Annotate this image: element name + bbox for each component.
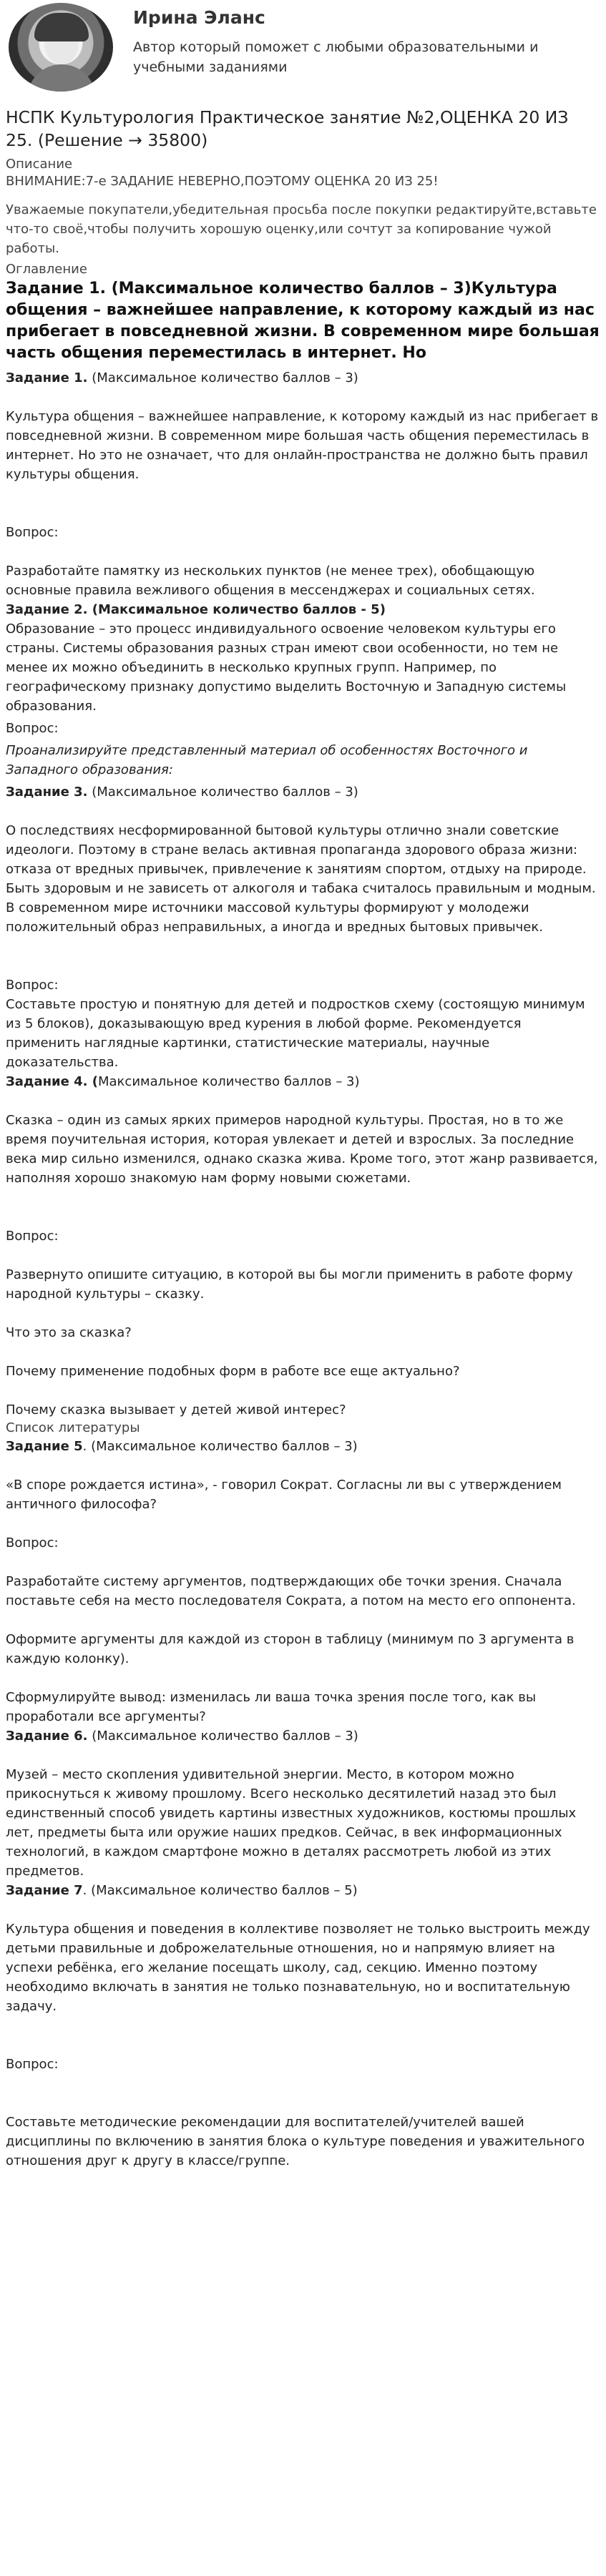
task7-heading-rest: . (Максимальное количество баллов – 5) <box>82 1883 358 1898</box>
task4-text: Сказка – один из самых ярких примеров народной культуры. Простая, но в то же время поучительная история, которая увлекает и детей и взрослых. За последние века мир сильно изменился, однако сказка жива. Кроме того, этот жанр развивается, наполняя хорошо знакомую нам форму новыми сюжетами. <box>6 1113 598 1186</box>
author-avatar[interactable] <box>9 3 113 92</box>
task4-heading-bold: Задание 4. ( <box>6 1074 98 1089</box>
task1-question-label: Вопрос: <box>6 525 59 540</box>
task6-heading-bold: Задание 6. <box>6 1729 88 1744</box>
literature-label: Список литературы <box>6 1420 140 1435</box>
description-label: Описание <box>6 157 73 172</box>
task2-text: Образование – это процесс индивидуального освоение человеком культуры его страны. Системы образования разных стран имеют свои особенности, но тем не менее их можно объединить в несколько крупных групп. Например, по географическому признаку допустимо выделить Восточную и Западную системы образования. <box>6 621 567 714</box>
task1-heading-bold: Задание 1. <box>6 370 88 385</box>
task4-question-3: Почему применение подобных форм в работе все еще актуально? <box>6 1364 460 1379</box>
task4-question-4: Почему сказка вызывает у детей живой интерес? <box>6 1402 346 1417</box>
task7-heading <box>6 1881 600 1900</box>
task1-text: Культура общения – важнейшее направление, к которому каждый из нас прибегает в повседневной жизни. В современном мире большая часть общения переместилась в интернет. Но это не означает, что для онлайн-пространства не должно быть правил культуры общения. <box>6 409 599 482</box>
task2-heading: Задание 2. (Максимальное количество баллов - 5) <box>6 602 386 617</box>
avatar-body-shape <box>27 64 96 92</box>
task1-question: Разработайте памятку из нескольких пунктов (не менее трех), обобщающую основные правила вежливого общения в мессенджерах и социальных сетях. <box>6 564 535 598</box>
task6-text: Музей – место скопления удивительной энергии. Место, в котором можно прикоснуться к живому прошлому. Всего несколько десятилетий назад это был единственный способ увидеть картины известных художников, костюмы прошлых лет, предметы быта или оружие наших предков. Сейчас, в век информационных технологий, в каждом смартфоне можно в деталях рассмотреть любой из этих предметов. <box>6 1767 577 1879</box>
author-description: Автор который поможет с любыми образовательными и учебными заданиями <box>133 39 539 75</box>
task5-heading <box>6 1437 600 1456</box>
task7-heading-bold: Задание 7 <box>6 1883 83 1898</box>
page-title: НСПК Культурология Практическое занятие №2,ОЦЕНКА 20 ИЗ 25. (Решение → 35800) <box>6 107 569 150</box>
warning-text: ВНИМАНИЕ:7-е ЗАДАНИЕ НЕВЕРНО,ПОЭТОМУ ОЦЕНКА 20 ИЗ 25! <box>6 174 439 189</box>
author-name[interactable]: Ирина Эланс <box>133 7 265 28</box>
task3-text: О последствиях несформированной бытовой культуры отлично знали советские идеологи. Поэтому в стране велась активная пропаганда здорового образа жизни: отказа от вредных привычек, привлечение к занятиям спортом, отдыху на природе. Быть здоровым и не зависеть от алкоголя и табака считалось правильным и модным. В современном мире источники массовой культуры формируют у молодежи положительный образ неправильных, а иногда и вредных бытовых привычек. <box>6 823 596 935</box>
task3-question: Составьте простую и понятную для детей и подростков схему (состоящую минимум из 5 блоков), доказывающую вред курения в любой форме. Рекомендуется применить наглядные картинки, статистические материалы, научные доказательства. <box>6 997 585 1070</box>
task3-question-label: Вопрос: <box>6 978 59 993</box>
task6-heading-rest: (Максимальное количество баллов – 3) <box>87 1729 358 1744</box>
task4-heading-rest: Максимальное количество баллов – 3) <box>98 1074 360 1089</box>
task3-heading-bold: Задание 3. <box>6 785 88 800</box>
task3-heading-rest: (Максимальное количество баллов – 3) <box>87 785 358 800</box>
task5-heading-bold: Задание 5 <box>6 1439 83 1454</box>
task5-text: «В споре рождается истина», - говорил Сократ. Согласны ли вы с утверждением античного философа? <box>6 1478 562 1512</box>
request-text: Уважаемые покупатели,убедительная просьба после покупки редактируйте,вставьте что-то своё,чтобы получить хорошую оценку,или сочтут за копирование чужой работы. <box>6 202 597 256</box>
task5-heading-rest: . (Максимальное количество баллов – 3) <box>82 1439 358 1454</box>
task2-question-label: Вопрос: <box>6 721 59 736</box>
task4-heading <box>6 1072 600 1091</box>
document-content <box>6 106 600 2171</box>
task7-question: Составьте методические рекомендации для воспитателей/учителей вашей дисциплины по включению в занятия блока о культуре поведения и уважительного отношения друг к другу в классе/группе. <box>6 2115 585 2168</box>
task5-question: Разработайте систему аргументов, подтверждающих обе точки зрения. Сначала поставьте себя на место последователя Сократа, а потом на место его оппонента. <box>6 1574 576 1608</box>
task6-heading <box>6 1726 600 1746</box>
avatar-hair-shape <box>34 13 89 41</box>
task3-heading <box>6 782 600 802</box>
task1-heading-rest: (Максимальное количество баллов – 3) <box>87 370 358 385</box>
toc-heading: Задание 1. (Максимальное количество баллов – 3)Культура общения – важнейшее направление, к которому каждый из нас прибегает в повседневной жизни. В современном мире большая часть общения переместилась в интернет. Но <box>6 280 600 362</box>
toc-label: Оглавление <box>6 262 87 277</box>
task5-question-3: Сформулируйте вывод: изменилась ли ваша точка зрения после того, как вы проработали все аргументы? <box>6 1690 537 1724</box>
author-header <box>0 0 606 94</box>
task2-question: Проанализируйте представленный материал об особенностях Восточного и Западного образования: <box>6 743 528 777</box>
task4-question: Развернуто опишите ситуацию, в которой вы бы могли применить в работе форму народной культуры – сказку. <box>6 1267 573 1302</box>
task1-heading <box>6 368 600 388</box>
task5-question-label: Вопрос: <box>6 1535 59 1550</box>
task5-question-2: Оформите аргументы для каждой из сторон в таблицу (минимум по 3 аргумента в каждую колонку). <box>6 1632 575 1666</box>
task7-text: Культура общения и поведения в коллективе позволяет не только выстроить между детьми правильные и доброжелательные отношения, но и напрямую влияет на успехи ребёнка, его желание посещать школу, сад, секцию. Именно поэтому необходимо включать в занятия не только познавательную, но и воспитательную задачу. <box>6 1922 590 2014</box>
task4-question-2: Что это за сказка? <box>6 1325 132 1340</box>
task4-question-label: Вопрос: <box>6 1229 59 1244</box>
task7-question-label: Вопрос: <box>6 2057 59 2072</box>
